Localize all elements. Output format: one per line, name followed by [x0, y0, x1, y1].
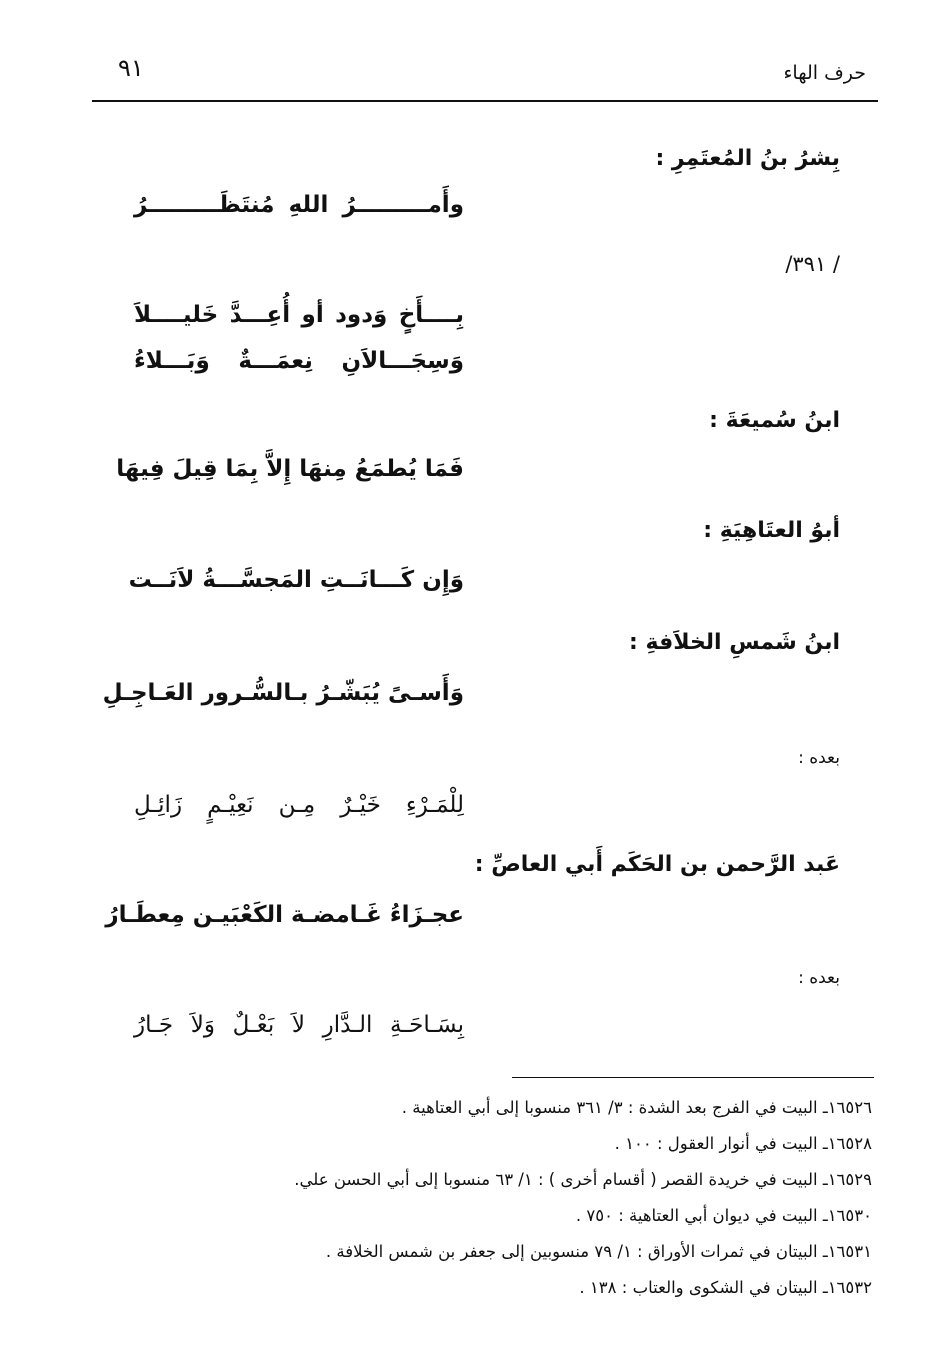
footnote: ١٦٥٢٦ـ البيت في الفرج بعد الشدة : ٣/ ٣٦١ منسوبا إلى أبي العتاهية . — [401, 1098, 872, 1117]
verse-second-hemistich: وَأَسـىً يُبَشّـرُ بـالسُّـرور العَـاجِـلِ — [102, 680, 464, 706]
after-label: بعده : — [798, 748, 840, 768]
verse-second-hemistich: وَإِن كَـــانَــتِ المَجسَّـــةُ لاَنَــت — [128, 567, 464, 593]
verse-continuation: / ٣٩١/ — [785, 252, 840, 276]
verse-second-hemistich: وَسِجَـــالاَنِ نِعمَـــةٌ وَبَـــلاءُ — [134, 348, 464, 374]
header-rule — [92, 100, 878, 102]
poet-name: ابنُ شَمسِ الخلاَفةِ : — [629, 630, 840, 655]
poet-name: عَبد الرَّحمن بن الحَكَم أَبي العاصِّ : — [474, 852, 840, 877]
after-label: بعده : — [798, 968, 840, 988]
verse-second-hemistich: وأَمـــــــــرُ اللهِ مُنتَظَـــــــــرُ — [134, 192, 464, 218]
verse-second-hemistich: لِلْمَـرْءِ خَيْـرٌ مِـن نَعِيْـمٍ زَائِـلِ — [134, 792, 464, 818]
verse-second-hemistich: فَمَا يُطمَعُ مِنهَا إِلاَّ بِمَا قِيلَ فِيهَا — [116, 456, 464, 482]
page-number: ٩١ — [118, 54, 144, 82]
footnote: ١٦٥٢٩ـ البيت في خريدة القصر ( أقسام أخرى ) : ١/ ٦٣ منسوبا إلى أبي الحسن علي. — [294, 1170, 872, 1189]
footnote-rule — [512, 1077, 874, 1078]
verse-second-hemistich: بِــــأَخٍ وَدود أو أُعِـــدَّ خَليــــلاَ — [134, 302, 464, 328]
poet-name: بِشرُ بنُ المُعتَمِرِ : — [655, 146, 840, 171]
footnote: ١٦٥٣٠ـ البيت في ديوان أبي العتاهية : ٧٥٠ . — [575, 1206, 872, 1225]
poet-name: أبوُ العتَاهِيَةِ : — [703, 518, 840, 543]
page-header-title: حرف الهاء — [783, 62, 866, 84]
footnote: ١٦٥٣٢ـ البيتان في الشكوى والعتاب : ١٣٨ . — [579, 1278, 872, 1297]
verse-second-hemistich: بِسَـاحَـةِ الـدَّارِ لاَ بَعْـلٌ وَلاَ جَـارُ — [134, 1012, 464, 1038]
poet-name: ابنُ سُميعَةَ : — [709, 408, 840, 433]
verse-second-hemistich: عجـزَاءُ غَـامضـة الكَعْبَيـن مِعطَـارُ — [105, 902, 464, 928]
footnote: ١٦٥٣١ـ البيتان في ثمرات الأوراق : ١/ ٧٩ منسوبين إلى جعفر بن شمس الخلافة . — [325, 1242, 872, 1261]
footnote: ١٦٥٢٨ـ البيت في أنوار العقول : ١٠٠ . — [614, 1134, 872, 1153]
